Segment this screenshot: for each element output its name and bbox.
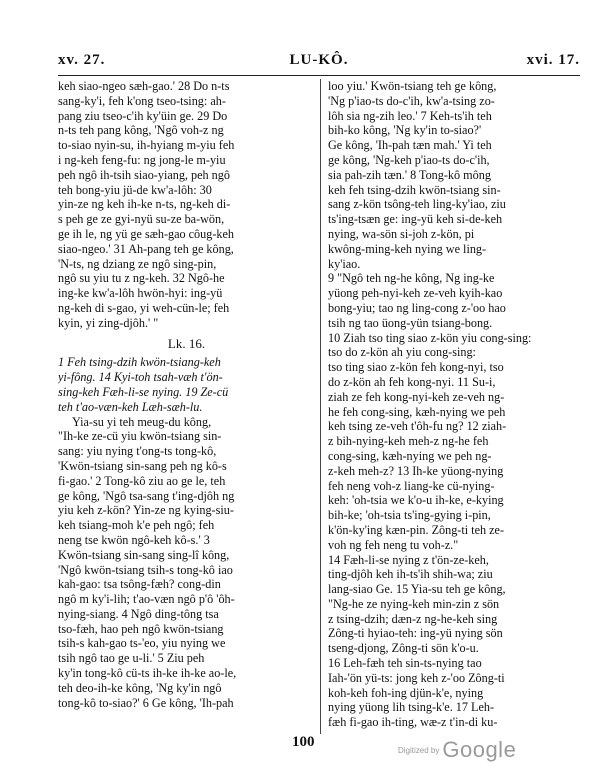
- text-line: ky'in tong-kô cü-ts ih-ke ih-ke ao-le,: [58, 666, 237, 681]
- text-line: fi-gao.' 2 Tong-kô ziu ao ge le, teh: [58, 473, 226, 488]
- text-line: bong-yiu; tao ng ling-cong z-'oo hao: [328, 300, 506, 315]
- text-line: tso-fæh, hao peh ngô kwön-tsiang: [58, 621, 224, 636]
- text-line: nying yüong lih tsing-k'e. 17 Leh-: [328, 700, 495, 715]
- text-line: pang ziu tseo-c'ih ky'üin ge. 29 Do: [58, 108, 228, 123]
- text-line: bih-ke; 'oh-tsia ts'ing-gying i-pin,: [328, 508, 491, 523]
- text-line: cong-sing, kæh-nying we peh ng-: [328, 448, 492, 463]
- text-line: lôh sia ng-zih leo.' 7 Keh-ts'ih teh: [328, 108, 492, 123]
- text-line: n-ts teh pang kông, 'Ngô voh-z ng: [58, 123, 224, 138]
- text-line: he feh cong-sing, kæh-nying we peh: [328, 404, 506, 419]
- text-line: yi-fông. 14 Kyi-toh tsah-væh t'ön-: [58, 370, 223, 385]
- text-line: peh ngô ih-tsih siao-yiang, peh ngô: [58, 167, 230, 182]
- text-line: ngô m ky'i-lih; t'ao-væn ngô p'ô 'ôh-: [58, 592, 235, 607]
- watermark-prefix: Digitized by: [398, 745, 440, 755]
- left-column: [58, 79, 315, 734]
- text-line: ziah ze feh kong-nyi-keh ze-veh ng-: [328, 389, 505, 404]
- text-line: tong-kô to-siao?' 6 Ge kông, 'Ih-pah: [58, 695, 234, 710]
- text-line: do z-kön ah feh kong-nyi. 11 Su-i,: [328, 374, 496, 389]
- text-line: z-keh meh-z? 13 Ih-ke yüong-nying: [328, 463, 504, 478]
- text-line: tsih ngô tao ge u-li.' 5 Ziu peh: [58, 651, 205, 666]
- text-line: teh bong-yiu jü-de kw'a-lôh: 30: [58, 182, 212, 197]
- chapter-summary: [58, 355, 315, 414]
- text-line: ngô su yiu tu z ng-keh. 32 Ngô-he: [58, 271, 225, 286]
- text-line: ing-ke kw'a-lôh hwön-hyi: ing-yü: [58, 286, 223, 301]
- text-line: sia pah-zih tæn.' 8 Tong-kô mông: [328, 167, 491, 182]
- text-line: siao-ngeo.' 31 Ah-pang teh ge kông,: [58, 241, 234, 256]
- text-line: ge ih le, ng yü ge sæh-gao côug-keh: [58, 226, 234, 241]
- text-line: 'Ngô kwön-tsiang tsih-s tong-kô iao: [58, 562, 233, 577]
- text-line: voh ng feh neng tu voh-z.": [328, 537, 459, 552]
- running-header: [58, 52, 580, 74]
- text-line: "Ng-he ze nying-keh min-zin z sön: [328, 596, 500, 611]
- text-line: 10 Ziah tso ting siao z-kön yiu cong-sing:: [328, 330, 532, 345]
- text-line: "Ih-ke ze-cü yiu kwön-tsiang sin-: [58, 429, 222, 444]
- google-logo: Google: [442, 737, 517, 762]
- header-book-title: LU-KÔ.: [289, 52, 349, 68]
- text-line: 9 "Ngô teh ng-he kông, Ng ing-ke: [328, 271, 495, 286]
- text-line: keh tsiang-moh k'e peh ngô; feh: [58, 518, 215, 533]
- header-rule: [58, 75, 580, 76]
- right-column: [328, 79, 580, 734]
- page-footer: [0, 734, 607, 764]
- text-line: teh deo-ih-ke kông, 'Ng ky'in ngô: [58, 680, 222, 695]
- text-line: 1 Feh tsing-dzih kwön-tsiang-keh: [58, 355, 221, 370]
- text-line: 'Kwön-tsiang sin-sang peh ng kô-s: [58, 458, 227, 473]
- text-line: Ge kông, 'Ih-pah tæn mah.' Yi teh: [328, 138, 492, 153]
- text-line: s peh ge ze gyi-nyü su-ze ba-wön,: [58, 212, 225, 227]
- text-line: ts'ing-tsæn ge: ing-yü keh si-de-keh: [328, 212, 503, 227]
- text-line: keh feh tsing-dzih kwön-tsiang sin-: [328, 182, 501, 197]
- column-divider: [320, 79, 321, 734]
- text-line: teh t'ao-væn-keh Læh-sæh-lu.: [58, 399, 203, 414]
- text-line: nying-siang. 4 Ngô ding-tông tsa: [58, 606, 219, 621]
- left-column-text-before: [58, 79, 315, 331]
- digitized-watermark: [398, 737, 516, 763]
- header-right-reference: xvi. 17.: [526, 52, 580, 68]
- text-line: lang-siao Ge. 15 Yia-su teh ge kông,: [328, 582, 506, 597]
- text-line: koh-keh foh-ing djün-k'e, nying: [328, 685, 484, 700]
- text-line: 'N-ts, ng dziang ze ngô sing-pin,: [58, 256, 217, 271]
- text-line: tsih-s kah-gao ts-'eo, yiu nying we: [58, 636, 226, 651]
- text-line: 'Ng p'iao-ts do-c'ih, kw'a-tsing zo-: [328, 93, 495, 108]
- text-line: yiu keh z-kön? Yin-ze ng kying-siu-: [58, 503, 234, 518]
- text-line: fæh fi-gao ih-ting, wæ-z t'in-di ku-: [328, 715, 498, 730]
- text-line: feh neng voh-z liang-ke cü-nying-: [328, 478, 495, 493]
- text-line: i ng-keh feng-fu: ng jong-le m-yiu: [58, 152, 226, 167]
- text-line: k'ön-ky'ing kæn-pin. Zông-ti teh ze-: [328, 522, 504, 537]
- text-line: ky'iao.: [328, 256, 361, 271]
- text-line: kah-gao: tsa tsông-fæh? cong-din: [58, 577, 221, 592]
- text-line: keh: 'oh-tsia we k'o-u ih-ke, e-kying: [328, 493, 504, 508]
- text-line: kwông-ming-keh nying we ling-: [328, 241, 487, 256]
- text-line: z tsing-dzih; dæn-z ng-he-keh sing: [328, 611, 498, 626]
- text-line: z bih-nying-keh meh-z ng-he feh: [328, 434, 489, 449]
- text-line: keh siao-ngeo sæh-gao.' 28 Do n-ts: [58, 79, 230, 93]
- text-line: nying, wa-sön si-joh z-kön, pi: [328, 226, 475, 241]
- text-line: Zông-ti hyiao-teh: ing-yü nying sön: [328, 626, 503, 641]
- text-line: sang-ky'i, feh k'ong tseo-tsing: ah-: [58, 93, 226, 108]
- text-line: neng tse kwön ngô-keh kô-s.' 3: [58, 532, 210, 547]
- header-left-reference: xv. 27.: [58, 52, 106, 68]
- text-line: ge kông, 'Ngô tsa-sang t'ing-djôh ng: [58, 488, 235, 503]
- text-line: yin-ze ng keh ih-ke n-ts, ng-keh di-: [58, 197, 231, 212]
- text-line: keh tsing ze-veh t'ôh-fu ng? 12 ziah-: [328, 419, 507, 434]
- text-line: sang z-kön tsông-teh ling-ky'iao, ziu: [328, 197, 506, 212]
- text-line: tso do z-kön ah yiu cong-sing:: [328, 345, 476, 360]
- text-line: tso ting siao z-kön feh kong-nyi, tso: [328, 360, 504, 375]
- right-column-text: [328, 79, 580, 730]
- chapter-heading: Lk. 16.: [167, 335, 206, 351]
- text-line: to-siao nyin-su, ih-hyiang m-yiu feh: [58, 138, 235, 153]
- text-line: loo yiu.' Kwön-tsiang teh ge kông,: [328, 79, 497, 93]
- text-line: Yia-su yi teh meug-du kông,: [72, 414, 212, 429]
- text-line: ge kông, 'Ng-keh p'iao-ts do-c'ih,: [328, 152, 490, 167]
- text-line: sing-keh Fæh-li-se nying. 19 Ze-cü: [58, 384, 229, 399]
- text-line: yüong peh-nyi-keh ze-veh kyih-kao: [328, 286, 503, 301]
- text-line: Iah-'ön yü-ts: jong keh z-'oo Zông-ti: [328, 670, 505, 685]
- text-line: tseng-djong, Zông-ti sön k'o-u.: [328, 641, 479, 656]
- text-line: sang: yiu nying t'ong-ts tong-kô,: [58, 444, 217, 459]
- text-line: ng-keh di s-gao, yi weh-cün-le; feh: [58, 300, 230, 315]
- left-column-text-after: [58, 415, 315, 711]
- text-line: bih-ko kông, 'Ng ky'in to-siao?': [328, 123, 482, 138]
- text-line: kyin, yi zing-djôh.' ": [58, 315, 159, 330]
- page-number: 100: [292, 734, 315, 750]
- text-line: tsih ng tao üong-yün tsiang-bong.: [328, 315, 493, 330]
- text-line: 16 Leh-fæh teh sin-ts-nying tao: [328, 656, 482, 671]
- text-line: 14 Fæh-li-se nying z t'ön-ze-keh,: [328, 552, 489, 567]
- text-line: Kwön-tsiang sin-sang sing-lî kông,: [58, 547, 230, 562]
- text-line: ting-djôh keh ih-ts'ih shih-wa; ziu: [328, 567, 493, 582]
